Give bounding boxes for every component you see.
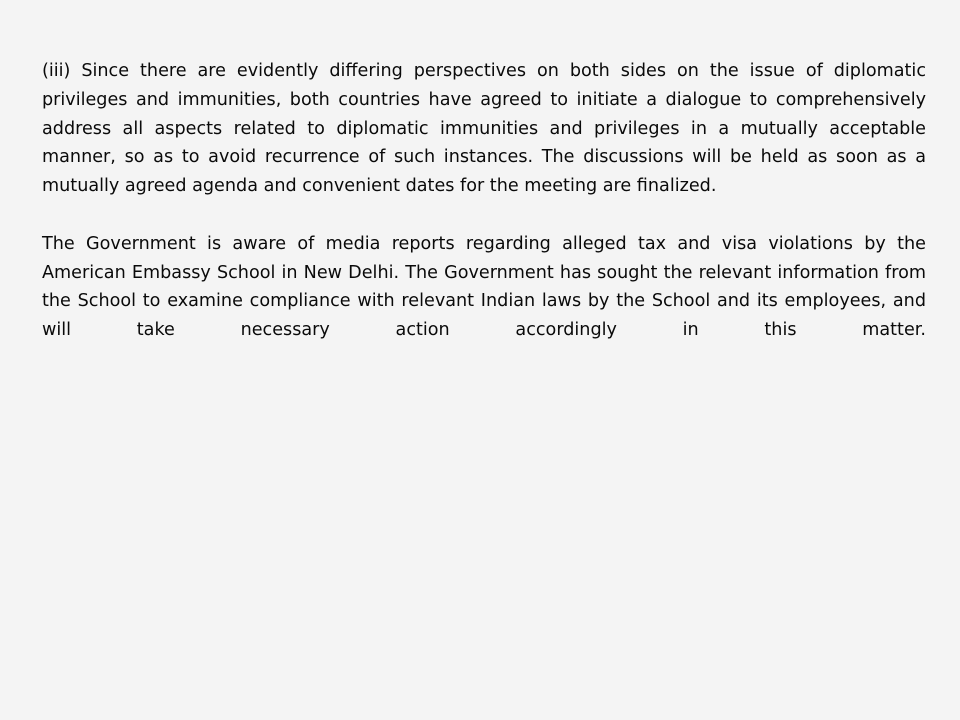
paragraph-diplomatic-dialogue: (iii) Since there are evidently differing perspectives on both sides on the issue of diplomatic privileges and immunities, both countries have agreed to initiate a dialogue to comprehensively address all aspects related to diplomatic immunities and privileges in a mutually acceptable manner, so as to avoid recurrence of such instances. The discussions will be held as soon as a mutually agreed agenda and convenient dates for the meeting are finalized.	[42, 61, 926, 197]
paragraph-embassy-school: The Government is aware of media reports regarding alleged tax and visa violations by the American Embassy School in New Delhi. The Government has sought the relevant information from the School to examine compliance with relevant Indian laws by the School and its employees, and will take necessary action accordingly in this matter.	[42, 233, 926, 341]
